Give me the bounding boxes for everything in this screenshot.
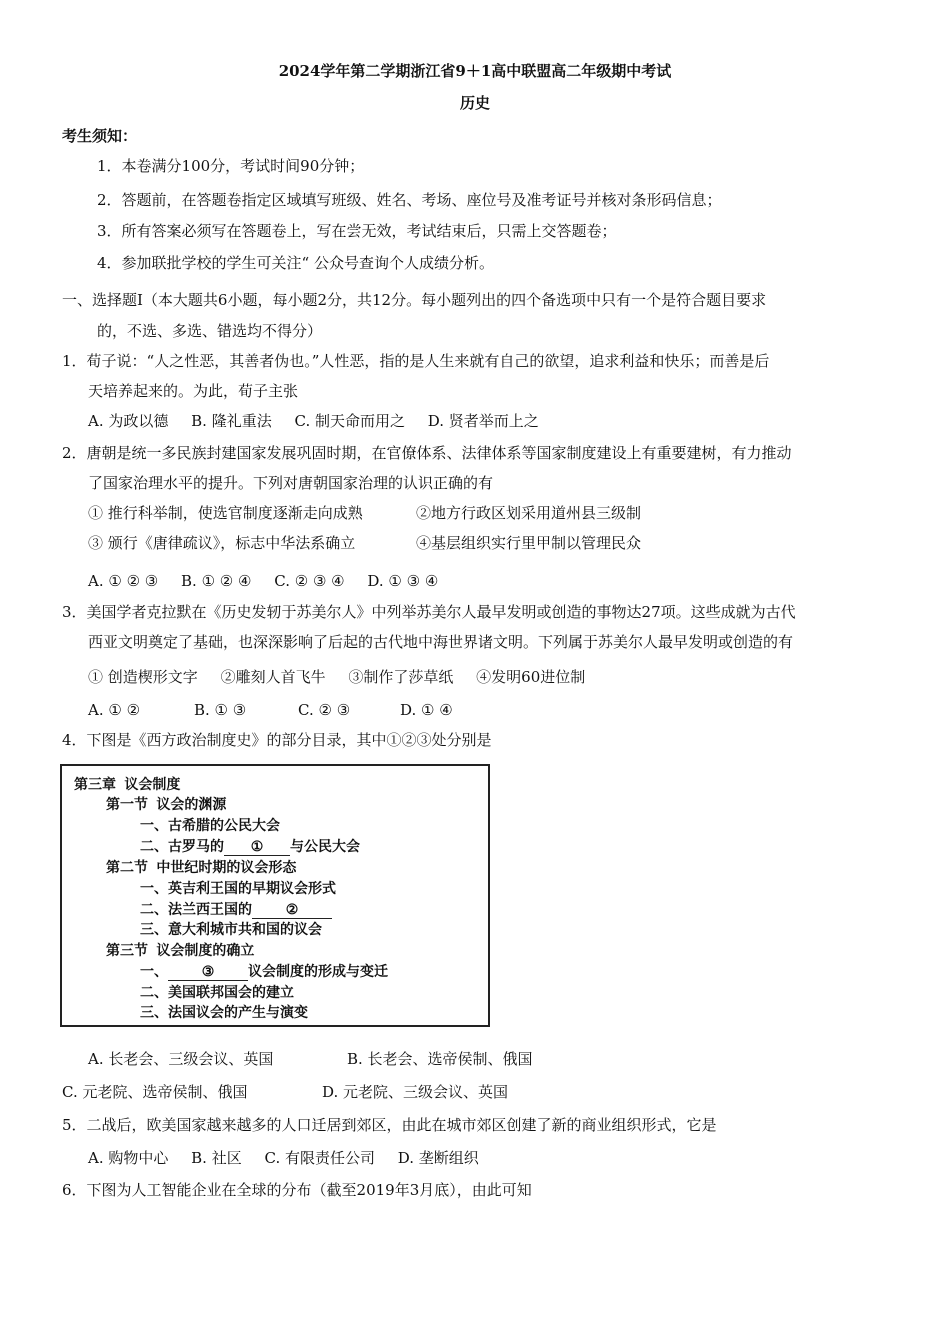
toc-chapter: 第三章 议会制度: [74, 777, 181, 793]
q4-option-c: C. 元老院、选帝侯制、俄国: [62, 1083, 248, 1101]
q5-options: [88, 1148, 497, 1168]
q4-option-d: D. 元老院、三级会议、英国: [322, 1083, 509, 1101]
q4-option-b: B. 长老会、选帝侯制、俄国: [347, 1050, 533, 1068]
exam-title: 2024学年第二学期浙江省9＋1高中联盟高二年级期中考试: [278, 62, 672, 80]
q3-statement-2: ②雕刻人首飞牛: [220, 668, 326, 686]
q2-statement-2: ②地方行政区划采用道州县三级制: [416, 504, 642, 522]
toc-section-2-item-2: 二、法兰西王国的 ②: [140, 901, 332, 919]
table-of-contents-figure: [60, 764, 490, 1027]
q3-statement-4: ④发明60进位制: [476, 668, 586, 686]
q3-line2: 西亚文明奠定了基础，也深深影响了后起的古代地中海世界诸文明。下列属于苏美尔人最早发明或创造的有: [88, 633, 794, 651]
q1-line1: 1．荀子说：“人之性恶，其善者伪也。”人性恶，指的是人生来就有自己的欲望，追求利益和快乐；而善是后: [62, 352, 770, 370]
toc-section-2: 第二节 中世纪时期的议会形态: [106, 860, 297, 876]
q2-statement-3: ③ 颁行《唐律疏议》，标志中华法系确立: [88, 534, 356, 552]
q4-line1: 4．下图是《西方政治制度史》的部分目录，其中①②③处分别是: [62, 731, 492, 749]
q5-option-d: D. 垄断组织: [397, 1149, 479, 1167]
toc-section-1: 第一节 议会的渊源: [106, 797, 227, 813]
toc-section-2-item-1: 一、英吉利王国的早期议会形式: [140, 881, 336, 897]
q1-option-b: B. 隆礼重法: [191, 412, 272, 430]
toc-section-1-item-1: 一、古希腊的公民大会: [140, 818, 280, 834]
q3-option-a: A. ① ②: [88, 701, 141, 719]
q2-option-b: B. ① ② ④: [181, 572, 252, 590]
q1-option-a: A. 为政以德: [88, 412, 169, 430]
q2-line1: 2．唐朝是统一多民族封建国家发展巩固时期，在官僚体系、法律体系等国家制度建设上有重要建树，有力推动: [62, 444, 792, 462]
q5-option-c: C. 有限责任公司: [264, 1149, 375, 1167]
toc-section-3: 第三节 议会制度的确立: [106, 943, 255, 959]
toc-section-3-item-1: 一、 ③ 议会制度的形成与变迁: [140, 964, 388, 980]
toc-blank-2: ②: [252, 902, 332, 919]
q3-option-b: B. ① ③: [194, 701, 247, 719]
notice-item-2: 2．答题前，在答题卷指定区域填写班级、姓名、考场、座位号及准考证号并核对条形码信息；: [97, 191, 722, 209]
notice-item-1: 1．本卷满分100分，考试时间90分钟；: [97, 157, 365, 175]
toc-section-2-item-3: 三、意大利城市共和国的议会: [140, 922, 322, 938]
q4-option-a: A. 长老会、三级会议、英国: [88, 1050, 274, 1068]
q3-line1: 3．美国学者克拉默在《历史发轫于苏美尔人》中列举苏美尔人最早发明或创造的事物达27项。这些成就为古代: [62, 603, 796, 621]
notice-heading: 考生须知：: [62, 127, 138, 145]
q3-option-c: C. ② ③: [298, 701, 351, 719]
q2-options: [88, 571, 456, 591]
toc-section-1-item-2: 二、古罗马的 ① 与公民大会: [140, 839, 360, 855]
q1-options: [88, 411, 557, 431]
q5-option-b: B. 社区: [191, 1149, 242, 1167]
q5-line1: 5．二战后，欧美国家越来越多的人口迁居到郊区，由此在城市郊区创建了新的商业组织形式，它是: [62, 1116, 717, 1134]
q3-statement-1: ① 创造楔形文字: [88, 668, 198, 686]
section1-line2: 的，不选、多选、错选均不得分）: [97, 322, 323, 340]
q6-line1: 6．下图为人工智能企业在全球的分布（截至2019年3月底），由此可知: [62, 1181, 532, 1199]
exam-subject: 历史: [459, 94, 490, 112]
q2-option-d: D. ① ③ ④: [367, 572, 439, 590]
q2-statement-1: ① 推行科举制，使选官制度逐渐走向成熟: [88, 504, 363, 522]
q3-option-d: D. ① ④: [400, 701, 453, 719]
q3-statement-3: ③制作了莎草纸: [348, 668, 454, 686]
toc-blank-3: ③: [168, 964, 248, 981]
notice-item-4: 4．参加联批学校的学生可关注“ 公众号查询个人成绩分析。: [97, 254, 494, 272]
q1-option-d: D. 贤者举而上之: [427, 412, 539, 430]
q2-line2: 了国家治理水平的提升。下列对唐朝国家治理的认识正确的有: [88, 474, 494, 492]
toc-blank-1: ①: [224, 839, 290, 856]
q2-statement-4: ④基层组织实行里甲制以管理民众: [416, 534, 642, 552]
q2-option-c: C. ② ③ ④: [274, 572, 345, 590]
q3-statements: [88, 667, 603, 687]
q2-option-a: A. ① ② ③: [88, 572, 159, 590]
toc-section-3-item-3: 三、法国议会的产生与演变: [140, 1005, 308, 1021]
toc-section-3-item-2: 二、美国联邦国会的建立: [140, 985, 294, 1001]
notice-item-3: 3．所有答案必须写在答题卷上，写在尝无效，考试结束后，只需上交答题卷；: [97, 222, 617, 240]
section1-line1: 一、选择题Ⅰ（本大题共6小题，每小题2分，共12分。每小题列出的四个备选项中只有一个是符合题目要求: [62, 291, 767, 309]
q1-option-c: C. 制天命而用之: [294, 412, 405, 430]
q1-line2: 天培养起来的。为此，荀子主张: [88, 382, 299, 400]
q5-option-a: A. 购物中心: [88, 1149, 169, 1167]
